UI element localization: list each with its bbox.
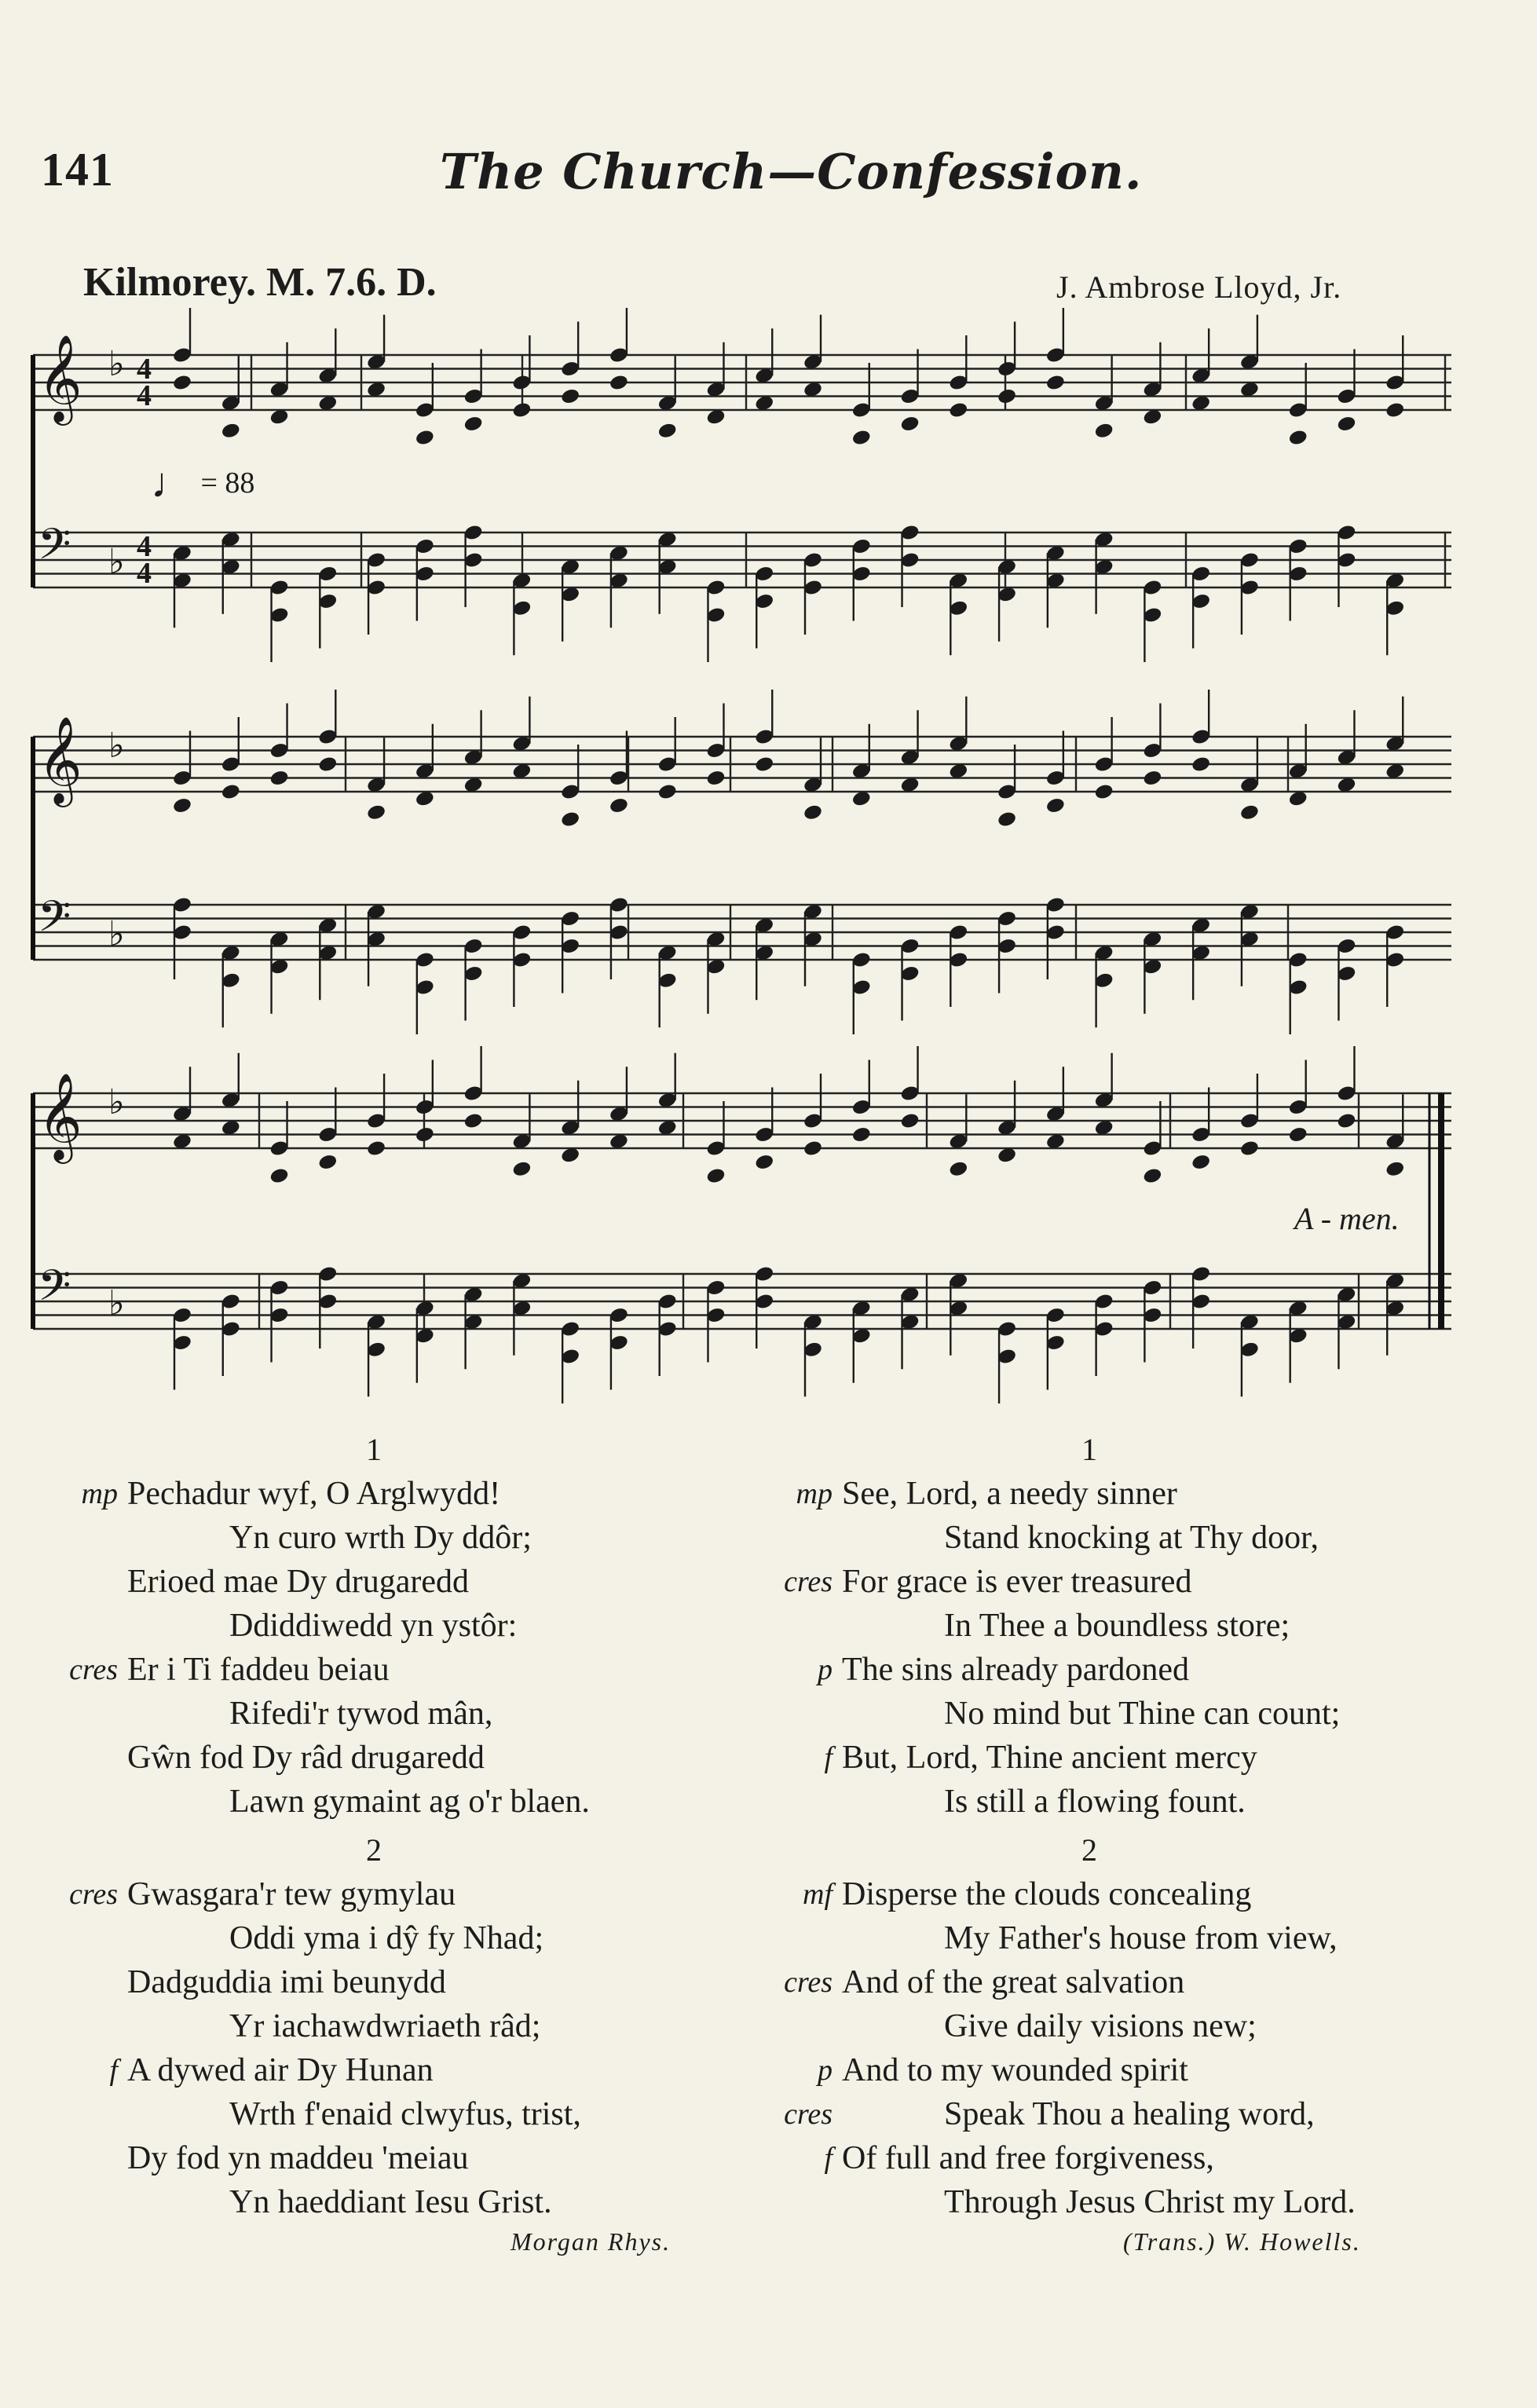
welsh-verse2-number: 2 <box>366 1832 382 1868</box>
verse-line <box>776 1960 1356 2004</box>
english-verse1-number: 1 <box>1081 1432 1097 1467</box>
verse-line <box>61 2004 581 2048</box>
notehead <box>366 803 386 822</box>
composer-credit: J. Ambrose Lloyd, Jr. <box>1056 269 1342 305</box>
verse-line <box>61 1960 581 2004</box>
verse-line-text: And of the great salvation <box>842 1964 1185 2000</box>
dynamic-marking <box>61 1692 127 1736</box>
dynamic-marking: cres <box>69 1653 118 1686</box>
notehead <box>317 1153 338 1171</box>
notehead <box>1142 1167 1162 1185</box>
verse-line-text: Through Jesus Christ my Lord. <box>944 2184 1356 2220</box>
verse-line <box>61 1516 590 1560</box>
notehead <box>705 1167 726 1185</box>
verse-line-text: Of full and free forgiveness, <box>842 2140 1214 2176</box>
page-number: 141 <box>41 144 114 196</box>
dynamic-marking <box>61 2180 127 2224</box>
verse-line <box>776 1604 1340 1648</box>
dynamic-marking <box>776 2180 842 2224</box>
dynamic-marking <box>776 1916 842 1960</box>
time-signature-digit: 4 <box>137 379 152 412</box>
dynamic-marking <box>61 1560 127 1604</box>
dynamic-marking <box>61 2136 127 2180</box>
verse-line <box>61 1560 590 1604</box>
english-verse-1 <box>776 1472 1340 1824</box>
dynamic-marking <box>61 1960 127 2004</box>
welsh-verse-2 <box>61 1872 581 2224</box>
verse-line-text: But, Lord, Thine ancient mercy <box>842 1740 1257 1776</box>
verse-line <box>776 2048 1356 2092</box>
dynamic-marking <box>61 1736 127 1780</box>
tune-title: Kilmorey. M. 7.6. D. <box>83 260 437 305</box>
notehead <box>463 415 484 433</box>
bass-clef-icon: 𝄢 <box>38 1261 71 1321</box>
notehead <box>948 1160 968 1178</box>
verse-line-text: Yn curo wrth Dy ddôr; <box>229 1520 532 1556</box>
verse-line <box>61 2048 581 2092</box>
flat-sign: ♭ <box>108 726 125 766</box>
flat-sign: ♭ <box>108 1082 125 1122</box>
bass-clef-icon: 𝄢 <box>38 891 71 952</box>
flat-sign: ♭ <box>108 344 125 384</box>
flat-sign: ♭ <box>108 542 125 582</box>
time-signature-digit: 4 <box>137 530 152 563</box>
verse-line <box>776 1472 1340 1516</box>
notehead <box>172 374 192 392</box>
welsh-author: Morgan Rhys. <box>511 2227 672 2256</box>
verse-line-text: Speak Thou a healing word, <box>944 2096 1315 2132</box>
verse-line <box>776 2136 1356 2180</box>
quarter-note-icon: ♩ <box>151 459 193 507</box>
verse-line-text: Yn haeddiant Iesu Grist. <box>229 2184 552 2220</box>
dynamic-marking: cres <box>784 1966 833 1999</box>
dynamic-marking <box>61 1516 127 1560</box>
verse-line-text: Gŵn fod Dy râd drugaredd <box>127 1740 485 1776</box>
verse-line <box>776 2004 1356 2048</box>
notehead <box>657 783 678 801</box>
dynamic-marking <box>776 1516 842 1560</box>
dynamic-marking <box>61 1780 127 1824</box>
dynamic-marking: mp <box>796 1477 833 1510</box>
notehead <box>899 1112 920 1130</box>
english-verse2-number: 2 <box>1081 1832 1097 1868</box>
notehead <box>851 429 872 447</box>
notehead <box>754 756 774 774</box>
tempo-value: = 88 <box>200 467 255 500</box>
verse-line <box>61 1604 590 1648</box>
time-signature-digit: 4 <box>137 557 152 590</box>
notehead <box>366 1140 386 1158</box>
notehead <box>221 422 241 440</box>
verse-line <box>776 1560 1340 1604</box>
dynamic-marking <box>776 1604 842 1648</box>
notehead <box>1239 1140 1260 1158</box>
notehead <box>1094 783 1114 801</box>
dynamic-marking: f <box>109 2054 118 2087</box>
english-translator: (Trans.) W. Howells. <box>1123 2227 1361 2256</box>
notehead <box>754 1153 774 1171</box>
verse-line <box>776 1516 1340 1560</box>
amen-lyric: A - men. <box>1294 1201 1400 1236</box>
notehead <box>269 769 289 787</box>
dynamic-marking: cres <box>784 2098 833 2131</box>
treble-clef-icon: 𝄞 <box>38 715 82 803</box>
verse-line-text: And to my wounded spirit <box>842 2052 1188 2088</box>
verse-line-text: Oddi yma i dŷ fy Nhad; <box>229 1920 544 1956</box>
dynamic-marking: cres <box>69 1878 118 1911</box>
verse-line-text: Dy fod yn maddeu 'meiau <box>127 2140 469 2176</box>
verse-line <box>61 1736 590 1780</box>
verse-line-text: A dywed air Dy Hunan <box>127 2052 434 2088</box>
dynamic-marking: f <box>824 1741 833 1774</box>
bass-clef-icon: 𝄢 <box>38 519 71 580</box>
notehead <box>609 796 629 814</box>
verse-line <box>776 1692 1340 1736</box>
dynamic-marking <box>776 1780 842 1824</box>
notehead <box>415 429 435 447</box>
verse-line-text: For grace is ever treasured <box>842 1564 1192 1600</box>
notehead <box>899 415 920 433</box>
notehead <box>609 374 629 392</box>
verse-line-text: Yr iachawdwriaeth râd; <box>229 2008 541 2044</box>
verse-line <box>776 1916 1356 1960</box>
dynamic-marking: p <box>818 2054 833 2087</box>
verse-line <box>61 1472 590 1516</box>
dynamic-marking: cres <box>784 1565 833 1598</box>
notehead <box>221 783 241 801</box>
notehead <box>657 422 678 440</box>
verse-line <box>61 2092 581 2136</box>
verse-line-text: In Thee a boundless store; <box>944 1608 1290 1644</box>
running-head: The Church—Confession. <box>440 143 1143 200</box>
welsh-verse1-number: 1 <box>366 1432 382 1467</box>
notehead <box>1191 1153 1211 1171</box>
verse-line-text: The sins already pardoned <box>842 1652 1190 1688</box>
verse-line-text: Is still a flowing fount. <box>944 1784 1246 1820</box>
notehead <box>997 811 1017 829</box>
notehead <box>560 811 580 829</box>
notehead <box>415 1125 435 1144</box>
notehead <box>1094 422 1114 440</box>
verse-line <box>61 1648 590 1692</box>
notehead <box>172 796 192 814</box>
verse-line-text: My Father's house from view, <box>944 1920 1338 1956</box>
treble-clef-icon: 𝄞 <box>38 334 82 422</box>
verse-line <box>776 2180 1356 2224</box>
verse-line-text: See, Lord, a needy sinner <box>842 1476 1177 1512</box>
notehead <box>803 1140 823 1158</box>
notehead <box>511 1160 532 1178</box>
dynamic-marking <box>776 1692 842 1736</box>
flat-sign: ♭ <box>108 1283 125 1323</box>
verse-line-text: Gwasgara'r tew gymylau <box>127 1876 456 1912</box>
notehead <box>948 401 968 419</box>
verse-line-text: Lawn gymaint ag o'r blaen. <box>229 1784 590 1820</box>
verse-line <box>776 1736 1340 1780</box>
dynamic-marking <box>776 2004 842 2048</box>
notehead <box>560 387 580 405</box>
notehead <box>317 756 338 774</box>
notehead <box>511 401 532 419</box>
dynamic-marking: mp <box>81 1477 118 1510</box>
verse-line-text: Pechadur wyf, O Arglwydd! <box>127 1476 501 1512</box>
notehead <box>1239 803 1260 822</box>
dynamic-marking: mf <box>803 1878 833 1911</box>
notehead <box>1288 429 1308 447</box>
dynamic-marking <box>61 2004 127 2048</box>
verse-line <box>61 1692 590 1736</box>
dynamic-marking <box>61 1604 127 1648</box>
notehead <box>1045 374 1066 392</box>
verse-line <box>61 1872 581 1916</box>
notehead <box>803 803 823 822</box>
verse-line-text: No mind but Thine can count; <box>944 1696 1341 1732</box>
verse-line <box>776 1780 1340 1824</box>
verse-line <box>61 1780 590 1824</box>
verse-line-text: Er i Ti faddeu beiau <box>127 1652 390 1688</box>
notehead <box>705 769 726 787</box>
verse-line-text: Dadguddia imi beunydd <box>127 1964 446 2000</box>
time-signature-digit: 4 <box>137 353 152 386</box>
verse-line-text: Wrth f'enaid clwyfus, trist, <box>229 2096 581 2132</box>
notehead <box>1142 769 1162 787</box>
notehead <box>1045 796 1066 814</box>
verse-line-text: Erioed mae Dy drugaredd <box>127 1564 469 1600</box>
flat-sign: ♭ <box>108 914 125 954</box>
notehead <box>269 1167 289 1185</box>
treble-clef-icon: 𝄞 <box>38 1072 82 1160</box>
dynamic-marking <box>61 1916 127 1960</box>
notehead <box>1191 756 1211 774</box>
verse-line-text: Give daily visions new; <box>944 2008 1257 2044</box>
english-verse-2 <box>776 1872 1356 2224</box>
verse-line <box>61 2180 581 2224</box>
verse-line-text: Ddiddiwedd yn ystôr: <box>229 1608 518 1644</box>
verse-line <box>776 1648 1340 1692</box>
dynamic-marking: f <box>824 2142 833 2175</box>
notehead <box>1336 415 1356 433</box>
notehead <box>1288 1125 1308 1144</box>
verse-line <box>61 1916 581 1960</box>
dynamic-marking <box>61 2092 127 2136</box>
verse-line-text: Stand knocking at Thy door, <box>944 1520 1319 1556</box>
notehead <box>1385 1160 1405 1178</box>
verse-line <box>776 1872 1356 1916</box>
verse-line-text: Rifedi'r tywod mân, <box>229 1696 493 1732</box>
dynamic-marking: p <box>818 1653 833 1686</box>
notehead <box>1385 401 1405 419</box>
welsh-verse-1 <box>61 1472 590 1824</box>
verse-line-text: Disperse the clouds concealing <box>842 1876 1252 1912</box>
verse-line <box>61 2136 581 2180</box>
verse-line <box>776 2092 1356 2136</box>
notehead <box>463 1112 484 1130</box>
notehead <box>851 1125 872 1144</box>
notehead <box>997 387 1017 405</box>
notehead <box>1336 1112 1356 1130</box>
